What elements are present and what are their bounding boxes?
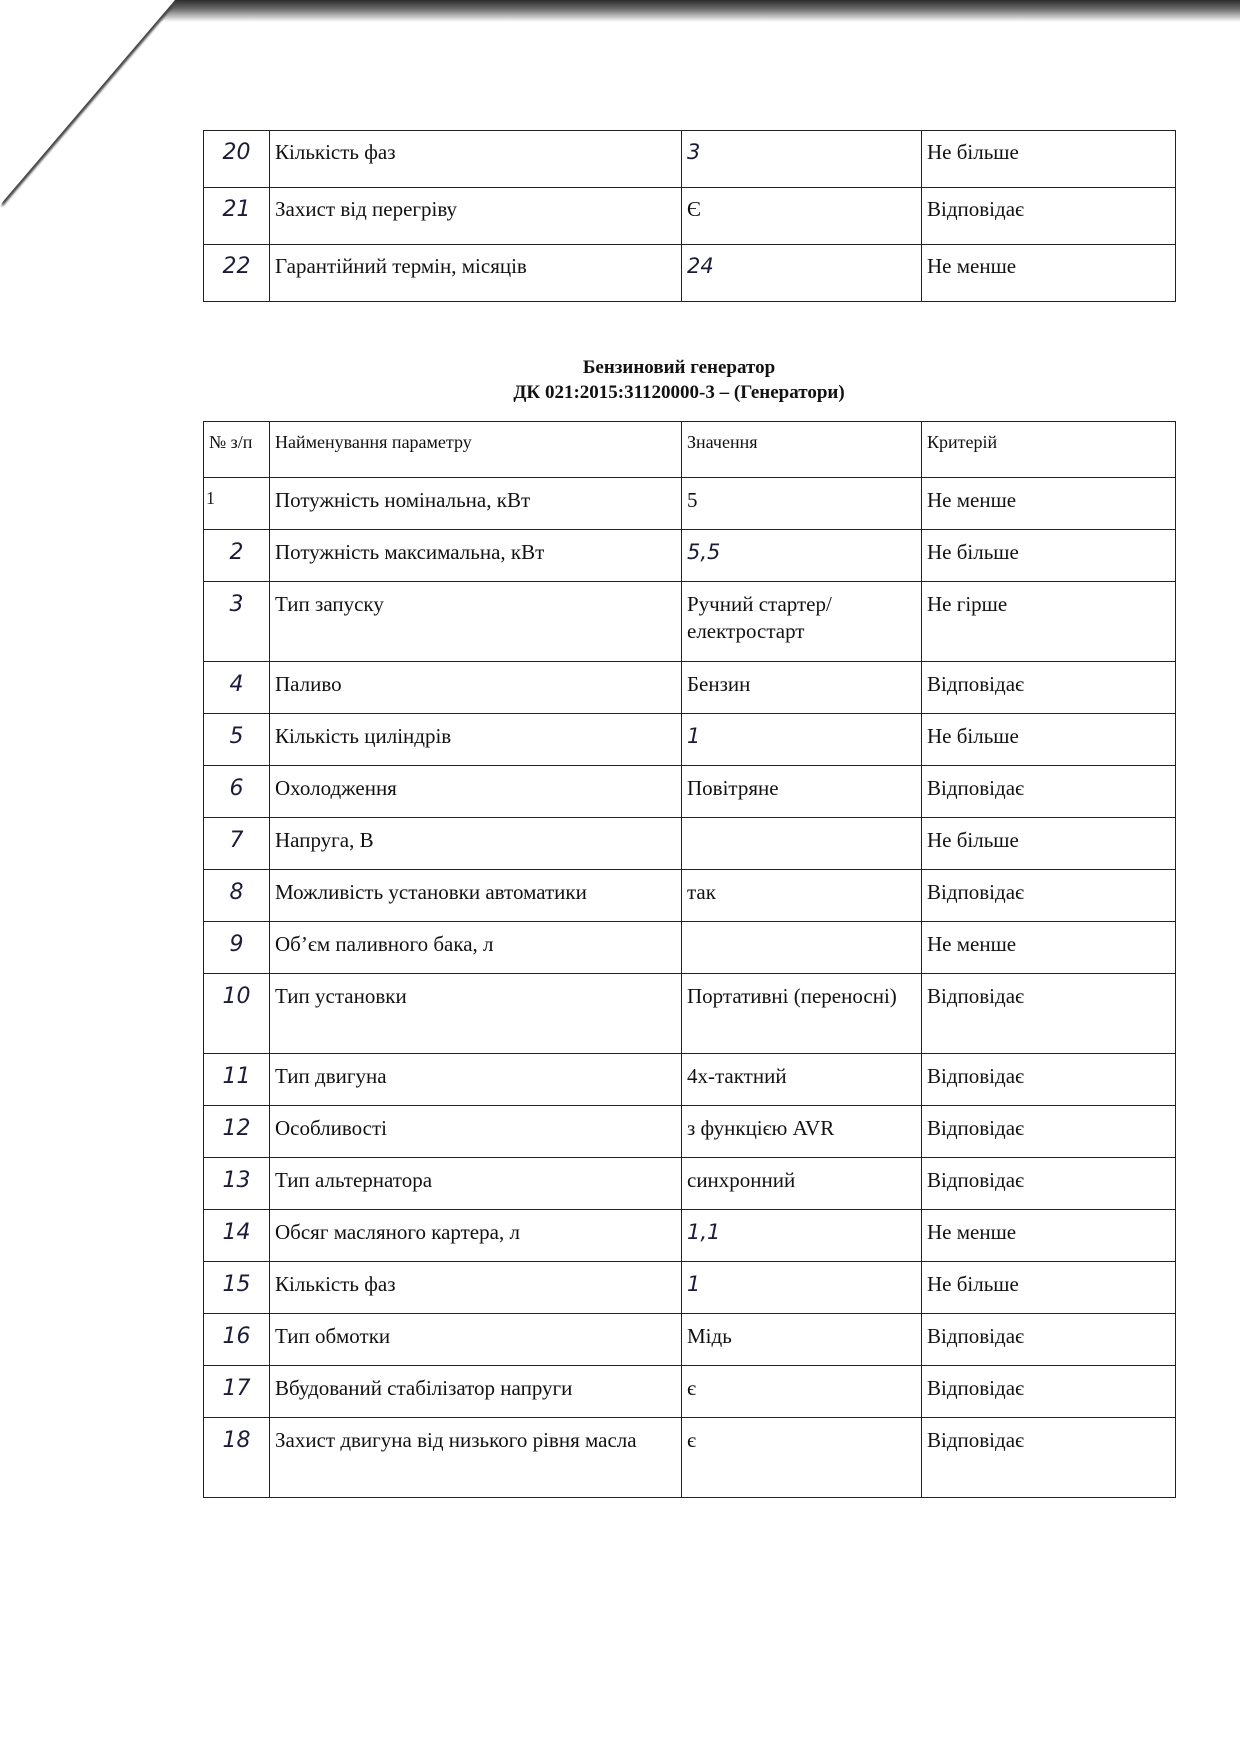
row-number: 22: [204, 245, 270, 302]
row-number: 2: [204, 530, 270, 582]
header-param: Найменування параметру: [270, 422, 682, 478]
parameter-name: Захист двигуна від низького рівня масла: [270, 1418, 682, 1498]
parameter-value: так: [682, 870, 922, 922]
criterion: Не гірше: [922, 582, 1176, 662]
section-subtitle: ДК 021:2015:31120000-3 – (Генератори): [513, 382, 845, 403]
table-row: [204, 870, 1176, 922]
section-title: Бензиновий генератор: [582, 357, 776, 378]
criterion: Не більше: [922, 1262, 1176, 1314]
row-number: 9: [204, 922, 270, 974]
parameter-value: 1,1: [682, 1210, 922, 1262]
table-row: [204, 1158, 1176, 1210]
parameter-value: 4х-тактний: [682, 1054, 922, 1106]
parameter-name: Кількість фаз: [270, 131, 682, 188]
parameter-value: 3: [682, 131, 922, 188]
parameter-name: Паливо: [270, 662, 682, 714]
criterion: Відповідає: [922, 1054, 1176, 1106]
parameter-value: 1: [682, 1262, 922, 1314]
parameter-name: Тип двигуна: [270, 1054, 682, 1106]
row-number: 18: [204, 1418, 270, 1498]
criterion: Не менше: [922, 922, 1176, 974]
table-row: [204, 974, 1176, 1054]
parameter-value: [682, 922, 922, 974]
parameter-name: Гарантійний термін, місяців: [270, 245, 682, 302]
criterion: Не менше: [922, 1210, 1176, 1262]
parameter-name: Кількість фаз: [270, 1262, 682, 1314]
row-number: 12: [204, 1106, 270, 1158]
table-row: [204, 582, 1176, 662]
table-row: [204, 530, 1176, 582]
row-number: 20: [204, 131, 270, 188]
table-row: [204, 188, 1176, 245]
parameter-name: Охолодження: [270, 766, 682, 818]
row-number: 7: [204, 818, 270, 870]
row-number: 4: [204, 662, 270, 714]
row-number: 3: [204, 582, 270, 662]
table-row: [204, 1262, 1176, 1314]
table-row: [204, 131, 1176, 188]
table-row: [204, 766, 1176, 818]
criterion: Відповідає: [922, 188, 1176, 245]
criterion: Не більше: [922, 530, 1176, 582]
parameter-value: синхронний: [682, 1158, 922, 1210]
table-row: [204, 1210, 1176, 1262]
criterion: Відповідає: [922, 766, 1176, 818]
row-number: 5: [204, 714, 270, 766]
row-number: 16: [204, 1314, 270, 1366]
parameter-value: Бензин: [682, 662, 922, 714]
table-row: [204, 922, 1176, 974]
row-number: 14: [204, 1210, 270, 1262]
parameter-value: Є: [682, 188, 922, 245]
row-number: 15: [204, 1262, 270, 1314]
parameter-value: 24: [682, 245, 922, 302]
parameter-name: Напруга, В: [270, 818, 682, 870]
parameter-name: Тип альтернатора: [270, 1158, 682, 1210]
criterion: Відповідає: [922, 974, 1176, 1054]
table-row: [204, 1366, 1176, 1418]
parameter-value: [682, 818, 922, 870]
parameter-value: 1: [682, 714, 922, 766]
parameter-name: Тип запуску: [270, 582, 682, 662]
parameter-name: Об’єм паливного бака, л: [270, 922, 682, 974]
table-row: [204, 1054, 1176, 1106]
scan-shadow-edge: [150, 0, 1240, 22]
parameter-value: 5: [682, 478, 922, 530]
parameter-value: є: [682, 1366, 922, 1418]
row-number: 1: [204, 478, 270, 530]
row-number: 11: [204, 1054, 270, 1106]
parameter-value: Мідь: [682, 1314, 922, 1366]
criterion: Відповідає: [922, 662, 1176, 714]
parameter-value: є: [682, 1418, 922, 1498]
parameter-value: Портативні (переносні): [682, 974, 922, 1054]
header-value: Значення: [682, 422, 922, 478]
parameter-name: Кількість циліндрів: [270, 714, 682, 766]
folded-page-corner: [0, 0, 175, 205]
parameter-value: з функцією AVR: [682, 1106, 922, 1158]
criterion: Не більше: [922, 131, 1176, 188]
criterion: Відповідає: [922, 1314, 1176, 1366]
parameter-name: Можливість установки автоматики: [270, 870, 682, 922]
parameter-name: Обсяг масляного картера, л: [270, 1210, 682, 1262]
row-number: 13: [204, 1158, 270, 1210]
criterion: Відповідає: [922, 870, 1176, 922]
table-row: [204, 478, 1176, 530]
table-row: [204, 662, 1176, 714]
parameter-name: Захист від перегріву: [270, 188, 682, 245]
parameter-name: Вбудований стабілізатор напруги: [270, 1366, 682, 1418]
row-number: 17: [204, 1366, 270, 1418]
table-row: [204, 1314, 1176, 1366]
parameter-name: Потужність максимальна, кВт: [270, 530, 682, 582]
table-header-row: [204, 422, 1176, 478]
criterion: Не менше: [922, 245, 1176, 302]
row-number: 8: [204, 870, 270, 922]
generator-parameters-table: [203, 421, 1176, 1498]
header-criterion: Критерій: [922, 422, 1176, 478]
header-no: № з/п: [204, 422, 270, 478]
table-row: [204, 818, 1176, 870]
parameters-table-continued: [203, 130, 1176, 302]
criterion: Відповідає: [922, 1106, 1176, 1158]
parameter-name: Тип обмотки: [270, 1314, 682, 1366]
criterion: Відповідає: [922, 1366, 1176, 1418]
criterion: Відповідає: [922, 1418, 1176, 1498]
criterion: Не більше: [922, 714, 1176, 766]
table-row: [204, 1418, 1176, 1498]
table-row: [204, 245, 1176, 302]
parameter-value: 5,5: [682, 530, 922, 582]
criterion: Відповідає: [922, 1158, 1176, 1210]
criterion: Не більше: [922, 818, 1176, 870]
parameter-value: Повітряне: [682, 766, 922, 818]
parameter-name: Потужність номінальна, кВт: [270, 478, 682, 530]
table-row: [204, 714, 1176, 766]
row-number: 6: [204, 766, 270, 818]
row-number: 10: [204, 974, 270, 1054]
parameter-name: Особливості: [270, 1106, 682, 1158]
parameter-value: Ручний стартер/електростарт: [682, 582, 922, 662]
parameter-name: Тип установки: [270, 974, 682, 1054]
criterion: Не менше: [922, 478, 1176, 530]
row-number: 21: [204, 188, 270, 245]
table-row: [204, 1106, 1176, 1158]
